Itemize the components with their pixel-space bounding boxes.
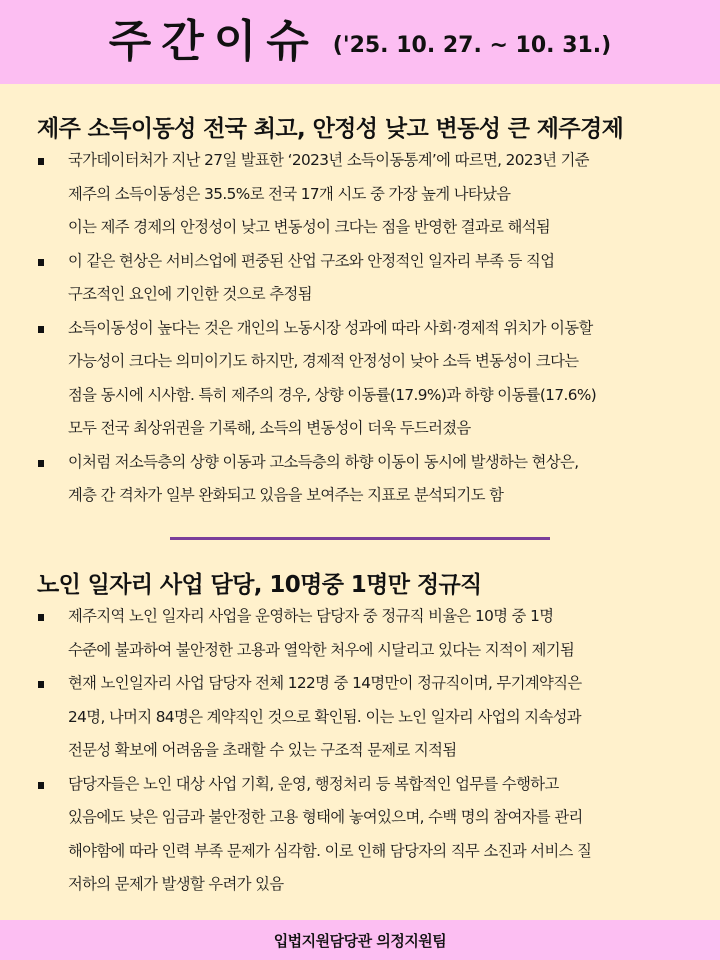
header-banner (0, 0, 720, 84)
text-line: 점을 동시에 시사함. 특히 제주의 경우, 상향 이동률(17.9%)과 하향 이동률(17.6%) (68, 385, 597, 404)
square-bullet-icon (38, 259, 44, 266)
text-line: 24명, 나머지 84명은 계약직인 것으로 확인됨. 이는 노인 일자리 사업의 지속성과 (68, 707, 581, 726)
text-line: 이는 제주 경제의 안정성이 낮고 변동성이 크다는 점을 반영한 결과로 해석됨 (68, 218, 551, 236)
square-bullet-icon (38, 158, 44, 165)
text-line: 모두 전국 최상위권을 기록해, 소득의 변동성이 더욱 두드러졌음 (68, 419, 471, 437)
square-bullet-icon (38, 681, 44, 688)
square-bullet-icon (38, 782, 44, 789)
text-line: 있음에도 낮은 임금과 불안정한 고용 형태에 놓여있으며, 수백 명의 참여자를 관리 (68, 808, 583, 826)
text-line: 소득이동성이 높다는 것은 개인의 노동시장 성과에 따라 사회·경제적 위치가 이동할 (68, 318, 593, 337)
text-line: 국가데이터처가 지난 27일 발표한 ‘2023년 소득이동통계’에 따르면, 2023년 기준 (68, 151, 589, 169)
footer-banner (0, 920, 720, 960)
text-line: 담당자들은 노인 대상 사업 기획, 운영, 행정처리 등 복합적인 업무를 수행하고 (68, 774, 559, 793)
text-line: 이 같은 현상은 서비스업에 편중된 산업 구조와 안정적인 일자리 부족 등 직업 (68, 251, 555, 270)
text-line: 가능성이 크다는 의미이기도 하지만, 경제적 안정성이 낮아 소득 변동성이 크다는 (68, 352, 579, 370)
date-range: ('25. 10. 27. ~ 10. 31.) (332, 33, 612, 58)
bullet-list (0, 144, 720, 513)
text-line: 저하의 문제가 발생할 우려가 있음 (68, 875, 284, 893)
section-title: 제주 소득이동성 전국 최고, 안정성 낮고 변동성 큰 제주경제 (37, 116, 624, 142)
text-line: 해야함에 따라 인력 부족 문제가 심각함. 이로 인해 담당자의 직무 소진과 서비스 질 (68, 841, 592, 860)
section-title: 노인 일자리 사업 담당, 10명중 1명만 정규직 (37, 572, 482, 598)
list-item (0, 144, 720, 245)
footer-department: 입법지원담당관 의정지원팀 (273, 931, 447, 950)
text-line: 구조적인 요인에 기인한 것으로 추정됨 (68, 285, 312, 303)
bullet-list (0, 600, 720, 902)
text-line: 전문성 확보에 어려움을 초래할 수 있는 구조적 문제로 지적됨 (68, 741, 457, 759)
list-item (0, 245, 720, 312)
list-item (0, 446, 720, 513)
text-line: 이처럼 저소득층의 상향 이동과 고소득층의 하향 이동이 동시에 발생하는 현상은, (68, 452, 579, 471)
text-line: 계층 간 격차가 일부 완화되고 있음을 보여주는 지표로 분석되기도 함 (68, 486, 504, 504)
section-divider (170, 537, 550, 540)
page-title: 주간이슈 (108, 16, 319, 67)
text-line: 제주의 소득이동성은 35.5%로 전국 17개 시도 중 가장 높게 나타났음 (68, 184, 511, 203)
square-bullet-icon (38, 614, 44, 621)
list-item (0, 768, 720, 902)
text-line: 제주지역 노인 일자리 사업을 운영하는 담당자 중 정규직 비율은 10명 중 1명 (68, 607, 554, 625)
list-item (0, 312, 720, 446)
list-item (0, 600, 720, 667)
text-line: 수준에 불과하여 불안정한 고용과 열악한 처우에 시달리고 있다는 지적이 제기됨 (68, 640, 575, 659)
square-bullet-icon (38, 326, 44, 333)
text-line: 현재 노인일자리 사업 담당자 전체 122명 중 14명만이 정규직이며, 무기계약직은 (68, 674, 582, 692)
list-item (0, 667, 720, 768)
square-bullet-icon (38, 460, 44, 467)
